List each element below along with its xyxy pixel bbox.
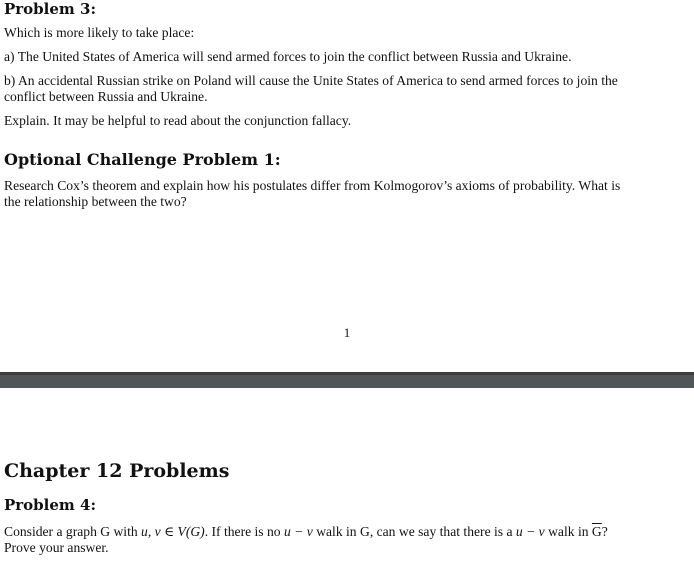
problem-4-line-2: Prove your answer. — [4, 540, 109, 555]
p4-text-4: walk in — [544, 524, 592, 539]
problem-4-heading: Problem 4: — [4, 496, 96, 514]
p4-math-3: u − v — [515, 524, 545, 539]
g-complement: $\overline{G}$ — [591, 524, 602, 539]
p4-math-2: u − v — [284, 524, 313, 539]
option-a: a) The United States of America will send armed forces to join the conflict between Russia and Ukraine. — [4, 49, 572, 64]
p4-text-2: . If there is no — [204, 524, 284, 539]
option-b-line-1: b) An accidental Russian strike on Poland will cause the Unite States of America to send armed forces to join the — [4, 73, 618, 88]
problem-3-question: Which is more likely to take place: — [4, 25, 195, 40]
page-number: 1 — [343, 325, 351, 340]
challenge-line-1: Research Cox’s theorem and explain how his postulates differ from Kolmogorov’s axioms of probability. What is — [4, 178, 621, 193]
page-separator — [0, 372, 694, 388]
challenge-line-2: the relationship between the two? — [4, 194, 187, 209]
p4-text-3: walk in G, can we say that there is a — [312, 524, 516, 539]
p4-math-1: u, v ∈ V(G) — [141, 524, 205, 539]
p4-text-1: Consider a graph G with — [4, 524, 142, 539]
problem-3-heading: Problem 3: — [4, 0, 96, 18]
problem-4-text — [4, 524, 674, 540]
document-page-2 — [0, 388, 694, 574]
option-b-line-2: conflict between Russia and Ukraine. — [4, 89, 208, 104]
explain-text: Explain. It may be helpful to read about the conjunction fallacy. — [4, 113, 352, 128]
chapter-heading: Chapter 12 Problems — [4, 460, 230, 482]
optional-challenge-heading: Optional Challenge Problem 1: — [4, 150, 281, 169]
p4-text-5: ? — [601, 524, 608, 539]
